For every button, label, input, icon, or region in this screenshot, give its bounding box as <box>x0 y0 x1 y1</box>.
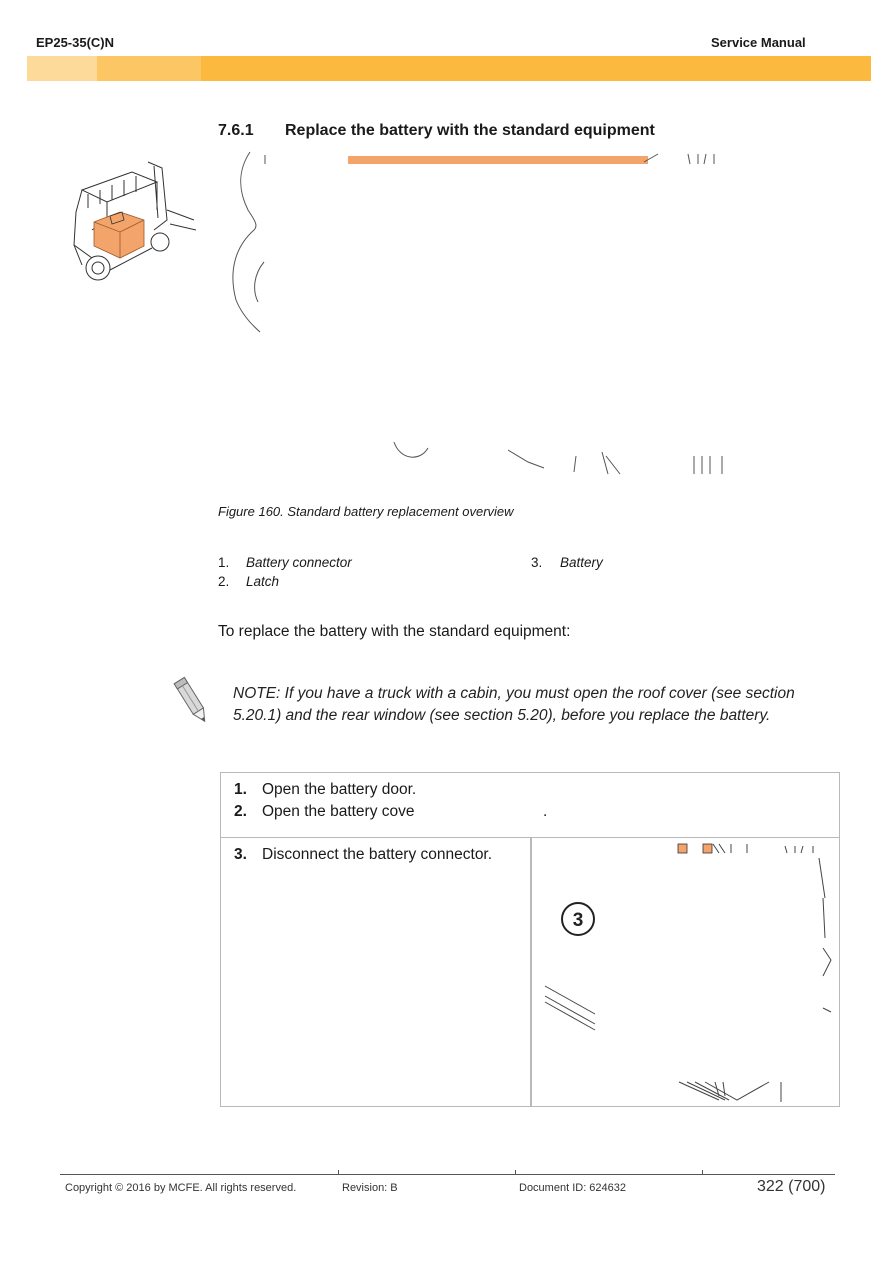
footer-tick <box>515 1170 516 1174</box>
procedure-steps-table <box>220 772 840 1107</box>
step-item <box>234 781 416 799</box>
section-title: Replace the battery with the standard equipment <box>285 122 655 139</box>
step-item <box>234 846 492 864</box>
battery-connector-figure <box>533 838 838 1106</box>
legend-label: Battery connector <box>246 555 352 570</box>
step-text: Disconnect the battery connector. <box>262 846 493 863</box>
step-text: Open the battery cove <box>262 803 415 820</box>
band-segment-mid <box>97 56 201 81</box>
note-text: NOTE: If you have a truck with a cabin, you must open the roof cover (see section 5.20.1) and the rear window (see section 5.20), before you replace the battery. <box>233 685 795 724</box>
band-segment-dark <box>201 56 871 81</box>
forklift-battery-location-illustration <box>62 150 202 290</box>
procedure-intro: To replace the battery with the standard equipment: <box>218 623 571 640</box>
step-text-fragment: . <box>543 803 548 820</box>
footer-copyright: Copyright © 2016 by MCFE. All rights reserved. <box>65 1182 297 1194</box>
battery-replacement-overview-figure <box>228 150 738 480</box>
step-number: 2. <box>234 803 247 820</box>
callout-number: 3 <box>572 910 584 931</box>
step-text: Open the battery door. <box>262 781 417 798</box>
footer-tick <box>702 1170 703 1174</box>
footer-document-id: Document ID: 624632 <box>519 1182 627 1194</box>
footer-tick <box>338 1170 339 1174</box>
steps-row <box>221 838 839 1106</box>
band-segment-light <box>27 56 97 81</box>
document-type: Service Manual <box>711 35 806 50</box>
header-color-band <box>27 56 871 81</box>
legend-number: 1. <box>218 555 230 570</box>
step-number: 3. <box>234 846 247 863</box>
pencil-icon <box>170 675 215 727</box>
legend-number: 2. <box>218 574 230 589</box>
section-number: 7.6.1 <box>218 122 254 139</box>
figure-caption: Figure 160. Standard battery replacement overview <box>218 504 514 519</box>
step-item <box>234 803 415 821</box>
footer-revision: Revision: B <box>342 1182 398 1194</box>
legend-label: Battery <box>560 555 603 570</box>
table-divider <box>530 838 532 1106</box>
legend-label: Latch <box>246 574 280 589</box>
battery-block <box>94 212 144 258</box>
page-number: 322 (700) <box>757 1178 826 1195</box>
footer-rule <box>60 1174 835 1175</box>
document-model: EP25-35(C)N <box>36 35 115 50</box>
steps-row <box>221 773 839 838</box>
legend-number: 3. <box>531 555 543 570</box>
step-number: 1. <box>234 781 247 798</box>
